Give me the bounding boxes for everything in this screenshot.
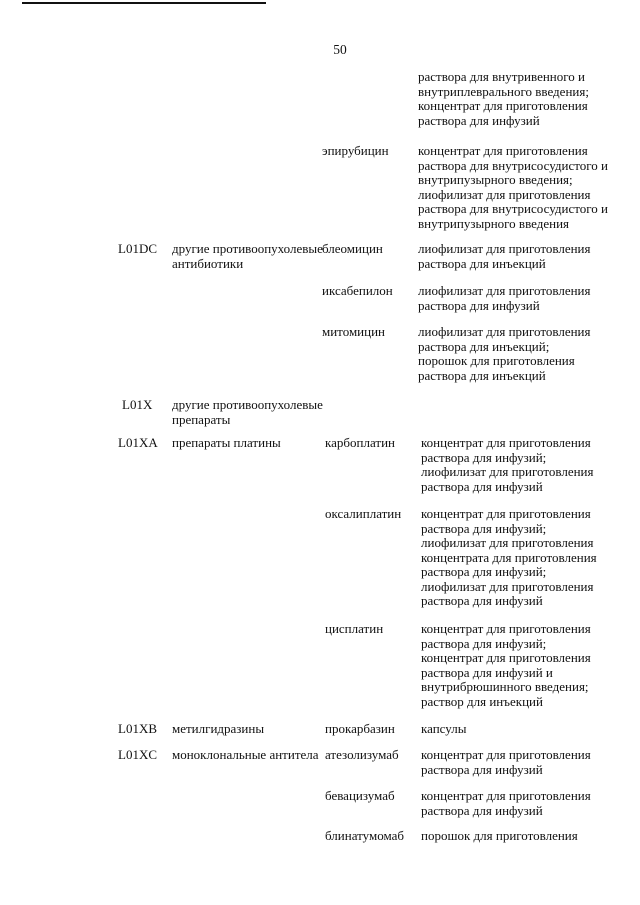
form-line: порошок для приготовления xyxy=(421,828,578,843)
dosage-forms xyxy=(418,144,614,231)
form-line: раствора для инфузий xyxy=(418,112,540,128)
form-line: раствора для инфузий xyxy=(421,593,543,608)
form-line: порошок для приготовления xyxy=(418,353,575,368)
form-line: раствора для инфузий; xyxy=(421,520,547,536)
form-line: концентрата для приготовления xyxy=(421,549,597,565)
group-line: антибиотики xyxy=(172,255,244,271)
group-line: моноклональные антитела xyxy=(172,747,319,762)
dosage-forms xyxy=(421,622,617,709)
drug-name: оксалиплатин xyxy=(325,506,402,521)
atc-code: L01XA xyxy=(118,435,158,450)
form-line: раствора для инфузий и xyxy=(421,664,553,680)
drug-name: митомицин xyxy=(322,324,386,339)
form-line: лиофилизат для приготовления xyxy=(421,578,594,594)
form-line: раствора для инфузий xyxy=(421,478,543,494)
atc-group xyxy=(172,748,322,763)
form-line: концентрат для приготовления xyxy=(421,435,591,450)
dosage-forms-continued xyxy=(418,70,614,128)
dosage-forms xyxy=(421,507,617,609)
form-line: лиофилизат для приготовления xyxy=(421,464,594,479)
drug-name: эпирубицин xyxy=(322,143,389,158)
dosage-forms xyxy=(421,789,617,818)
group-line: препараты платины xyxy=(172,435,281,450)
dosage-forms xyxy=(421,436,617,494)
form-line: концентрат для приготовления xyxy=(421,650,591,665)
atc-group xyxy=(172,722,322,737)
form-line: лиофилизат для приготовления xyxy=(418,283,591,298)
drug-name: блеомицин xyxy=(322,241,383,256)
group-line: другие противоопухолевые xyxy=(172,241,323,256)
atc-code: L01XB xyxy=(118,721,157,736)
atc-code: L01X xyxy=(122,397,153,412)
atc-group xyxy=(172,242,322,271)
form-line: раствора для инъекций; xyxy=(418,338,550,354)
form-line: лиофилизат для приготовления xyxy=(418,324,591,339)
form-line: лиофилизат для приготовления xyxy=(418,241,591,256)
form-line: лиофилизат для приготовления xyxy=(418,186,591,202)
form-line: лиофилизат для приготовления xyxy=(421,535,594,550)
dosage-forms xyxy=(421,722,617,737)
form-line: концентрат для приготовления xyxy=(421,747,591,762)
dosage-forms xyxy=(421,829,617,844)
header-rule xyxy=(22,2,266,4)
form-line: концентрат для приготовления xyxy=(418,98,588,113)
form-line: концентрат для приготовления xyxy=(421,621,591,636)
dosage-forms xyxy=(418,242,614,271)
form-line: раствора для инфузий xyxy=(418,297,540,313)
form-line: раствор для инъекций xyxy=(421,693,543,709)
form-line: концентрат для приготовления xyxy=(418,143,588,158)
group-line: другие противоопухолевые xyxy=(172,397,323,412)
form-line: внутриплеврального введения; xyxy=(418,83,589,99)
drug-name: цисплатин xyxy=(325,621,384,636)
dosage-forms xyxy=(418,284,614,313)
page-number: 50 xyxy=(333,42,347,57)
form-line: раствора для инъекций xyxy=(418,255,546,271)
atc-code: L01DC xyxy=(118,241,157,256)
form-line: внутрибрюшинного введения; xyxy=(421,679,589,694)
drug-name: атезолизумаб xyxy=(325,747,399,762)
form-line: концентрат для приготовления xyxy=(421,506,591,521)
form-line: внутрипузырного введения; xyxy=(418,172,573,187)
form-line: раствора для внутривенного и xyxy=(418,69,585,84)
form-line: раствора для инфузий xyxy=(421,802,543,818)
form-line: раствора для инфузий; xyxy=(421,449,547,465)
dosage-forms xyxy=(421,748,617,777)
atc-group xyxy=(172,398,322,427)
form-line: раствора для внутрисосудистого и xyxy=(418,157,608,173)
drug-name: бевацизумаб xyxy=(325,788,395,803)
group-line: препараты xyxy=(172,411,231,427)
atc-group xyxy=(172,436,322,451)
group-line: метилгидразины xyxy=(172,721,265,736)
drug-name: прокарбазин xyxy=(325,721,395,736)
form-line: раствора для инъекций xyxy=(418,367,546,383)
form-line: раствора для инфузий xyxy=(421,761,543,777)
atc-code: L01XC xyxy=(118,747,157,762)
form-line: раствора для инфузий; xyxy=(421,564,547,579)
drug-name: карбоплатин xyxy=(325,435,395,450)
form-line: раствора для внутрисосудистого и xyxy=(418,201,608,216)
dosage-forms xyxy=(418,325,614,383)
form-line: капсулы xyxy=(421,721,467,736)
drug-name: иксабепилон xyxy=(322,283,393,298)
form-line: внутрипузырного введения xyxy=(418,215,570,231)
form-line: концентрат для приготовления xyxy=(421,788,591,803)
drug-name: блинатумомаб xyxy=(325,828,404,843)
form-line: раствора для инфузий; xyxy=(421,635,547,651)
